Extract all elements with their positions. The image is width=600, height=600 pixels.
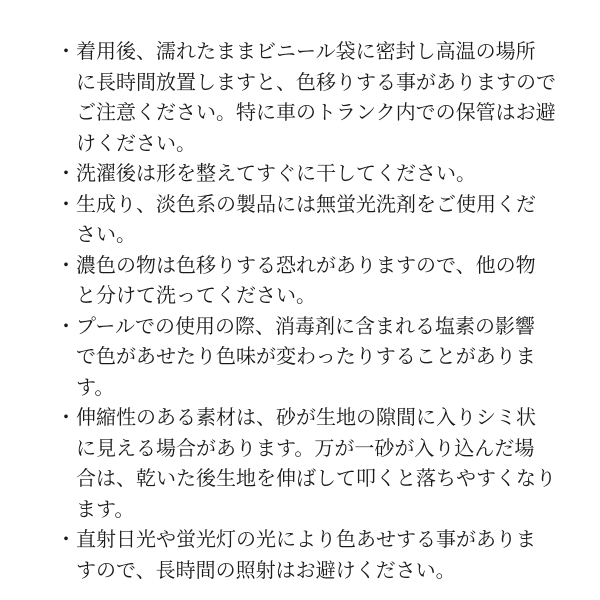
care-item-text — [76, 36, 576, 158]
text-line: ます。 — [76, 496, 135, 521]
text-line: に長時間放置しますと、色移りする事がありますので — [76, 69, 556, 94]
care-item-sand — [56, 402, 576, 524]
care-item-text — [76, 158, 576, 189]
care-item-text — [76, 311, 576, 403]
care-item-chlorine — [56, 311, 576, 403]
bullet-mark: ・ — [56, 161, 76, 185]
text-line: ご注意ください。特に車のトランク内での保管はお避 — [76, 100, 556, 124]
text-line: 洗濯後は形を整えてすぐに干してください。 — [76, 161, 476, 185]
care-instructions — [56, 36, 576, 585]
text-line: プールでの使用の際、消毒剤に含まれる塩素の影響 — [76, 313, 535, 338]
text-line: さい。 — [76, 222, 136, 246]
bullet-mark: ・ — [56, 527, 76, 551]
text-line: で色があせたり色味が変わったりすることがありま — [76, 344, 536, 368]
care-item-storage — [56, 36, 576, 158]
care-item-text — [76, 250, 576, 311]
bullet-mark: ・ — [56, 252, 76, 277]
text-line: 直射日光や蛍光灯の光により色あせする事がありま — [76, 527, 536, 551]
care-item-separate-wash — [56, 250, 576, 311]
care-item-drying — [56, 158, 576, 189]
text-line: す。 — [76, 374, 115, 399]
text-line: けください。 — [76, 130, 196, 155]
bullet-mark: ・ — [56, 405, 76, 429]
care-item-sunlight — [56, 524, 576, 585]
bullet-mark: ・ — [56, 313, 76, 338]
text-line: 濃色の物は色移りする恐れがありますので、他の物 — [76, 252, 536, 277]
text-line: 合は、乾いた後生地を伸ばして叩くと落ちやすくなり — [76, 466, 556, 490]
text-line: と分けて洗ってください。 — [76, 283, 316, 307]
text-line: すので、長時間の照射はお避けください。 — [76, 557, 456, 582]
bullet-mark: ・ — [56, 191, 76, 216]
care-item-text — [76, 524, 576, 585]
care-item-detergent — [56, 189, 576, 250]
care-item-text — [76, 189, 576, 250]
text-line: 伸縮性のある素材は、砂が生地の隙間に入りシミ状 — [76, 405, 536, 429]
text-line: 生成り、淡色系の製品には無蛍光洗剤をご使用くだ — [76, 191, 536, 216]
bullet-mark: ・ — [56, 39, 76, 63]
text-line: に見える場合があります。万が一砂が入り込んだ場 — [76, 435, 535, 460]
care-item-text — [76, 402, 576, 524]
text-line: 着用後、濡れたままビニール袋に密封し高温の場所 — [76, 39, 536, 63]
